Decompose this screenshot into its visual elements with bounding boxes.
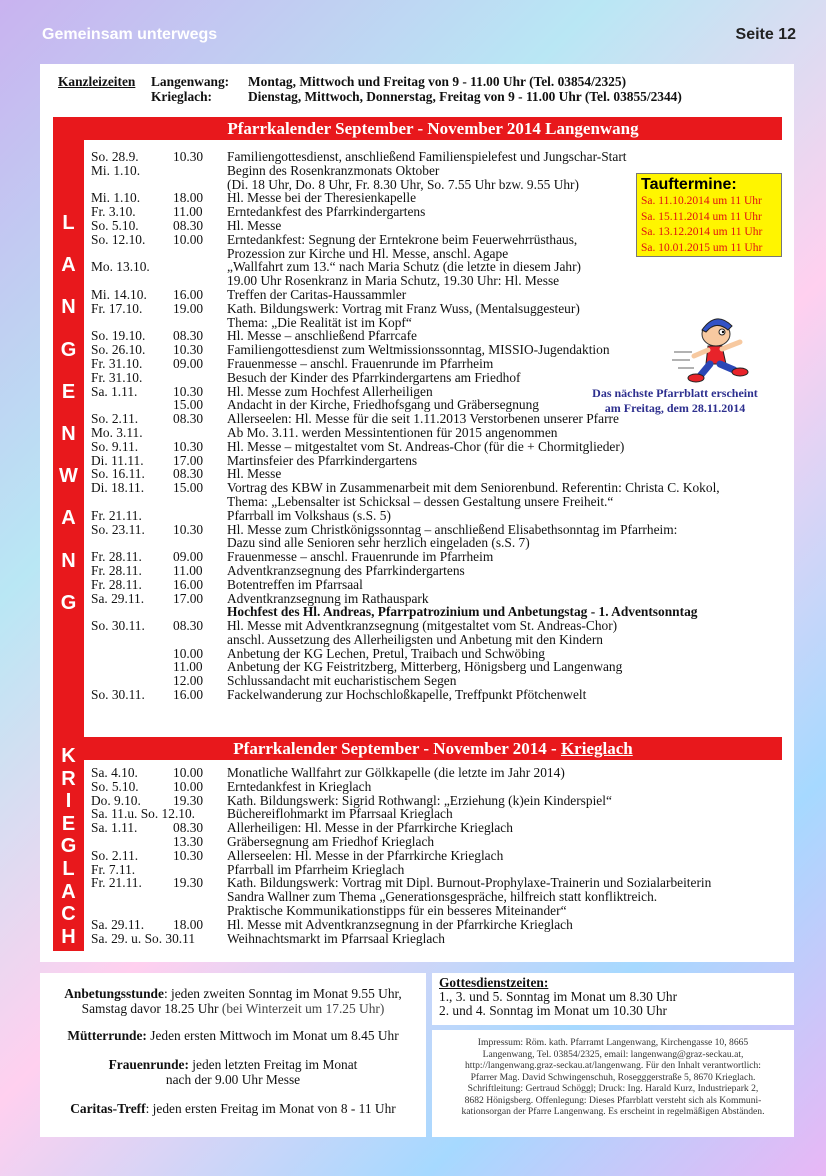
side-letter: N [61, 549, 76, 572]
event-text: Andacht in der Kirche, Friedhofsgang und Gräbersegnung [227, 397, 539, 413]
event-time: 19.30 [173, 875, 204, 891]
event-text: Gräbersegnung am Friedhof Krieglach [227, 833, 435, 849]
event-date: So. 5.10. [91, 217, 139, 233]
event-time: 17.00 [173, 590, 204, 606]
event-time: 09.00 [173, 355, 204, 371]
event-text: Thema: „Lebensalter ist Schicksal – dessen Gestaltung unsere Freiheit.“ [227, 493, 614, 509]
side-letter: K [61, 745, 76, 767]
event-date: Fr. 31.10. [91, 355, 143, 371]
event-date: Mi. 14.10. [91, 286, 147, 302]
event-text: Anbetung der KG Lechen, Pretul, Traibach und Schwöbing [227, 645, 545, 661]
calendar-banner-langenwang: Pfarrkalender September - November 2014 Langenwang [84, 117, 782, 140]
event-text: Hl. Messe [227, 466, 282, 482]
event-time: 10.30 [173, 847, 204, 863]
event-text: „Wallfahrt zum 13.“ nach Maria Schutz (die letzte in diesem Jahr) [227, 259, 582, 275]
side-letter: L [62, 212, 75, 234]
caritas-text [40, 1101, 426, 1116]
banner-place: Krieglach [560, 739, 633, 758]
event-time: 08.30 [173, 217, 204, 233]
event-date: Mi. 1.10. [91, 190, 141, 206]
anbetung-winter: (bei Winterzeit um 17.25 Uhr) [221, 1001, 385, 1016]
frauenrunde-info-2: nach der 9.00 Uhr Messe [165, 1072, 301, 1087]
event-text: Anbetung der KG Feistritzberg, Mitterberg, Hönigsberg und Langenwang [227, 659, 623, 675]
event-text: Monatliche Wallfahrt zur Gölkkapelle (die letzte im Jahr 2014) [227, 765, 565, 780]
side-letter: G [60, 591, 77, 614]
caritas-label: Caritas-Treff [70, 1101, 146, 1116]
event-date: So. 2.11. [91, 411, 139, 427]
event-time: 10.30 [173, 438, 204, 454]
event-date: Fr. 31.10. [91, 369, 143, 385]
event-text: Hl. Messe – anschließend Pfarrcafe [227, 328, 417, 344]
side-letter: G [60, 338, 77, 361]
kanzlei-place: Langenwang: [151, 74, 230, 89]
event-text: Hl. Messe – mitgestaltet vom St. Andreas-Chor (für die + Chormitglieder) [227, 438, 625, 454]
event-time: 08.30 [173, 328, 204, 344]
event-time: 15.00 [173, 397, 204, 413]
event-time: 16.00 [173, 687, 204, 703]
event-text: Thema: „Die Realität ist im Kopf“ [227, 314, 412, 330]
side-letter: A [61, 507, 76, 530]
side-letter: N [61, 423, 76, 445]
kanzlei-hours: Montag, Mittwoch und Freitag von 9 - 11.00 Uhr (Tel. 03854/2325) [248, 74, 627, 89]
event-text: Vortrag des KBW in Zusammenarbeit mit dem Seniorenbund. Referentin: Christa C. Kokol, [227, 480, 720, 496]
side-letter: C [61, 903, 76, 926]
side-letter: A [61, 254, 76, 277]
event-date: So. 12.10. [91, 231, 146, 247]
event-time: 18.00 [173, 190, 204, 206]
event-time: 08.30 [173, 411, 204, 427]
anbetung-text-2 [40, 1001, 426, 1016]
muetterrunde-info: Jeden ersten Mittwoch im Monat um 8.45 Uhr [146, 1028, 399, 1043]
event-text: Fackelwanderung zur Hochschloßkapelle, Treffpunkt Pfötchenwelt [227, 687, 587, 703]
event-time: 16.00 [173, 576, 204, 592]
event-text: Kath. Bildungswerk: Vortrag mit Franz Wuss, (Mentalsuggesteur) [227, 300, 580, 316]
gottesdienst-title: Gottesdienstzeiten: [439, 975, 549, 990]
event-text: Hl. Messe bei der Theresienkapelle [227, 190, 417, 206]
kanzlei-label: Kanzleizeiten [58, 74, 136, 89]
event-time: 11.00 [173, 659, 203, 675]
event-text: Kath. Bildungswerk: Vortrag mit Dipl. Burnout-Prophylaxe-Trainerin und Sozialarbeiterin [227, 875, 712, 891]
event-text: Erntedankfest: Segnung der Erntekrone beim Feuerwehrrüsthaus, [227, 231, 578, 247]
kanzlei-place: Krieglach: [151, 89, 212, 104]
event-text: Praktische Kommunikationstipps für ein besseres Miteinander“ [227, 902, 567, 918]
event-date: Fr. 21.11. [91, 507, 142, 523]
event-text: Adventkranzsegnung des Pfarrkindergartens [227, 562, 465, 578]
event-text: Adventkranzsegnung im Rathauspark [227, 590, 429, 606]
event-time: 13.30 [173, 833, 204, 849]
impressum-line: http://langenwang.graz-seckau.at/langenwang. Für den Inhalt verantwortlich: [465, 1060, 761, 1071]
event-date: Sa. 1.11. [91, 383, 138, 399]
event-time: 08.30 [173, 466, 204, 482]
side-letter: N [61, 296, 76, 319]
impressum-line: Langenwang, Tel. 03854/2325, email: langenwang@graz-seckau.at, [482, 1048, 744, 1060]
event-time: 12.00 [173, 673, 204, 689]
event-time: 10.30 [173, 383, 204, 399]
tauftermine-item: Sa. 10.01.2015 um 11 Uhr [641, 241, 763, 254]
event-date: Mi. 1.10. [91, 162, 141, 178]
impressum-line: kationsorgan der Pfarre Langenwang. Es erscheint in regelmäßigen Abständen. [461, 1106, 765, 1117]
event-text: 19.00 Uhr Rosenkranz in Maria Schutz, 19.30 Uhr: Hl. Messe [227, 273, 560, 289]
side-letter: H [61, 925, 76, 948]
event-time: 19.00 [173, 300, 204, 316]
event-date: So. 26.10. [91, 342, 146, 358]
calendar-banner-krieglach [84, 737, 782, 760]
tauftermine-title: Tauftermine: [641, 176, 737, 193]
event-text: Frauenmesse – anschl. Frauenrunde im Pfarrheim [227, 355, 494, 371]
note-line: am Freitag, dem 28.11.2014 [604, 401, 746, 415]
anbetung-info: : jeden zweiten Sonntag im Monat 9.55 Uhr, [163, 986, 402, 1001]
event-time: 10.00 [173, 231, 204, 247]
event-text: Kath. Bildungswerk: Sigrid Rothwangl: „Erziehung (k)ein Kinderspiel“ [227, 792, 612, 808]
event-date: So. 30.11. [91, 618, 145, 634]
impressum-box [432, 1030, 794, 1137]
gottesdienst-line: 2. und 4. Sonntag im Monat um 10.30 Uhr [439, 1003, 668, 1018]
running-boy-illustration [672, 304, 762, 386]
frauenrunde-label: Frauenrunde: [108, 1057, 189, 1072]
event-text: Weihnachtsmarkt im Pfarrsaal Krieglach [227, 930, 445, 946]
gottesdienst-line: 1., 3. und 5. Sonntag im Monat um 8.30 Uhr [439, 989, 678, 1004]
tauftermine-box [636, 173, 782, 257]
event-text: Treffen der Caritas-Haussammler [227, 286, 407, 302]
event-date: Fr. 7.11. [91, 861, 136, 877]
event-time: 18.00 [173, 916, 204, 932]
event-date: So. 9.11. [91, 438, 139, 454]
event-date: Sa. 4.10. [91, 765, 138, 780]
event-text: Hl. Messe zum Christkönigssonntag – anschließend Elisabethsonntag im Pfarrheim: [227, 521, 678, 537]
event-time: 10.00 [173, 765, 204, 780]
event-text: Ab Mo. 3.11. werden Messintentionen für 2015 angenommen [227, 424, 558, 440]
event-date: Sa. 29. u. So. 30.11 [91, 930, 196, 946]
frauenrunde-info: jeden letzten Freitag im Monat [188, 1057, 358, 1072]
event-date: Fr. 17.10. [91, 300, 143, 316]
event-time: 17.00 [173, 452, 204, 468]
side-letter: G [60, 835, 77, 858]
impressum-line: 8682 Hönigsberg. Offenlegung: Dieses Pfarrblatt versteht sich als Kommuni- [464, 1094, 762, 1106]
event-text: Hochfest des Hl. Andreas, Pfarrpatrozinium und Anbetungstag - 1. Adventsonntag [227, 604, 698, 620]
event-text: Dazu sind alle Senioren sehr herzlich eingeladen (s.S. 7) [227, 535, 530, 551]
event-date: So. 28.9. [91, 149, 139, 164]
event-date: Sa. 29.11. [91, 916, 145, 932]
event-time: 09.00 [173, 549, 204, 565]
event-text: Familiengottesdienst zum Weltmissionssonntag, MISSIO-Jugendaktion [227, 342, 610, 358]
side-letter: W [59, 465, 78, 488]
tauftermine-item: Sa. 13.12.2014 um 11 Uhr [641, 226, 763, 238]
tauftermine-item: Sa. 15.11.2014 um 11 Uhr [641, 210, 762, 223]
event-text: Allerseelen: Hl. Messe für die seit 1.11.2013 Verstorbenen unserer Pfarre [227, 411, 619, 427]
gottesdienstzeiten-box [432, 973, 794, 1025]
groups-box [40, 973, 426, 1137]
side-letter: A [61, 880, 76, 903]
event-date: So. 2.11. [91, 847, 139, 863]
event-date: Do. 9.10. [91, 792, 141, 808]
event-text: Pfarrball im Pfarrheim Krieglach [227, 861, 405, 877]
impressum-line: Pfarrer Mag. David Schwingenschuh, Rosegggerstraße 5, 8670 Krieglach. [470, 1071, 756, 1083]
page-header [42, 26, 796, 48]
event-date: So. 30.11. [91, 687, 145, 703]
event-date: So. 5.10. [91, 778, 139, 794]
kanzlei-hours: Dienstag, Mittwoch, Donnerstag, Freitag von 9 - 11.00 Uhr (Tel. 03855/2344) [248, 89, 682, 104]
event-date: Fr. 21.11. [91, 875, 142, 891]
event-text: Hl. Messe mit Adventkranzsegnung (mitgestaltet vom St. Andreas-Chor) [227, 618, 618, 634]
frauenrunde-text [40, 1057, 426, 1072]
muetterrunde-text [40, 1028, 426, 1043]
event-time: 10.30 [173, 521, 204, 537]
side-letter: R [61, 767, 76, 790]
page-number: Seite 12 [735, 26, 796, 43]
event-time: 08.30 [173, 618, 204, 634]
event-text: Familiengottesdienst, anschließend Familienspielefest und Jungschar-Start [227, 149, 627, 164]
event-time: 15.00 [173, 480, 204, 496]
event-text: Erntedankfest in Krieglach [227, 778, 372, 794]
next-issue-note [566, 386, 784, 416]
event-time: 16.00 [173, 286, 204, 302]
event-date: Sa. 1.11. [91, 820, 138, 836]
event-time: 11.00 [173, 562, 203, 578]
note-line: Das nächste Pfarrblatt erscheint [592, 386, 758, 400]
event-text: Allerseelen: Hl. Messe in der Pfarrkirche Krieglach [227, 847, 504, 863]
event-date: So. 16.11. [91, 466, 145, 482]
side-letter: E [61, 380, 76, 403]
event-date: Fr. 3.10. [91, 204, 136, 220]
event-time: 19.30 [173, 792, 204, 808]
event-date: So. 23.11. [91, 521, 145, 537]
anbetung-text [40, 986, 426, 1001]
muetterrunde-label: Mütterrunde: [67, 1028, 147, 1043]
side-letter: L [62, 858, 75, 880]
event-text: Erntedankfest des Pfarrkindergartens [227, 204, 426, 220]
event-text: Besuch der Kinder des Pfarrkindergartens am Friedhof [227, 369, 521, 385]
impressum-line: Impressum: Röm. kath. Pfarramt Langenwang, Kirchengasse 10, 8665 [477, 1037, 749, 1048]
event-text: Büchereiflohmarkt im Pfarrsaal Krieglach [227, 806, 453, 822]
event-text: Hl. Messe zum Hochfest Allerheiligen [227, 383, 433, 399]
event-text: Beginn des Rosenkranzmonats Oktober [227, 162, 440, 178]
event-text: (Di. 18 Uhr, Do. 8 Uhr, Fr. 8.30 Uhr, So. 7.55 Uhr bzw. 9.55 Uhr) [227, 176, 579, 192]
banner-text: Pfarrkalender September - November 2014 - [233, 739, 561, 758]
event-date: Sa. 29.11. [91, 590, 145, 606]
event-text: Pfarrball im Volkshaus (s.S. 5) [227, 507, 391, 523]
caritas-info: : jeden ersten Freitag im Monat von 8 - 11 Uhr [145, 1101, 396, 1116]
event-date: Sa. 11.u. So. 12.10. [91, 806, 196, 822]
event-date: Fr. 28.11. [91, 562, 142, 578]
event-text: Frauenmesse – anschl. Frauenrunde im Pfarrheim [227, 549, 494, 565]
event-time: 10.00 [173, 778, 204, 794]
anbetung-label: Anbetungsstunde [64, 986, 164, 1001]
impressum-line: Schriftleitung: Gertraud Schöggl; Druck: Ing. Harald Kurz, Industriepark 2, [467, 1083, 759, 1094]
event-text: anschl. Aussetzung des Allerheiligsten und Anbetung mit den Kindern [227, 631, 603, 647]
event-text: Botentreffen im Pfarrsaal [227, 576, 363, 592]
event-time: 10.30 [173, 149, 204, 164]
event-text: Hl. Messe [227, 217, 282, 233]
side-letter: E [61, 812, 76, 835]
event-date: Fr. 28.11. [91, 576, 142, 592]
event-text: Schlussandacht mit eucharistischem Segen [227, 673, 457, 689]
event-time: 08.30 [173, 820, 204, 836]
event-date: Mo. 3.11. [91, 424, 143, 440]
event-date: Di. 18.11. [91, 480, 145, 496]
tauftermine-item: Sa. 11.10.2014 um 11 Uhr [641, 195, 762, 207]
event-text: Martinsfeier des Pfarrkindergartens [227, 452, 418, 468]
header-title: Gemeinsam unterwegs [42, 26, 218, 43]
event-text: Prozession zur Kirche und Hl. Messe, anschl. Agape [227, 245, 509, 261]
anbetung-info: Samstag davor 18.25 Uhr [81, 1001, 222, 1016]
event-text: Hl. Messe mit Adventkranzsegnung in der Pfarrkirche Krieglach [227, 916, 573, 932]
event-time: 11.00 [173, 204, 203, 220]
event-date: Di. 11.11. [91, 452, 144, 468]
event-text: Allerheiligen: Hl. Messe in der Pfarrkirche Krieglach [227, 820, 513, 836]
event-date: Mo. 13.10. [91, 259, 150, 275]
event-time: 10.30 [173, 342, 204, 358]
side-letter: I [65, 790, 72, 813]
event-date: So. 19.10. [91, 328, 146, 344]
event-text: Sandra Wallner zum Thema „Generationsgespräche, hilfreich statt konfliktreich. [227, 889, 658, 905]
event-time: 10.00 [173, 645, 204, 661]
event-date: Fr. 28.11. [91, 549, 142, 565]
